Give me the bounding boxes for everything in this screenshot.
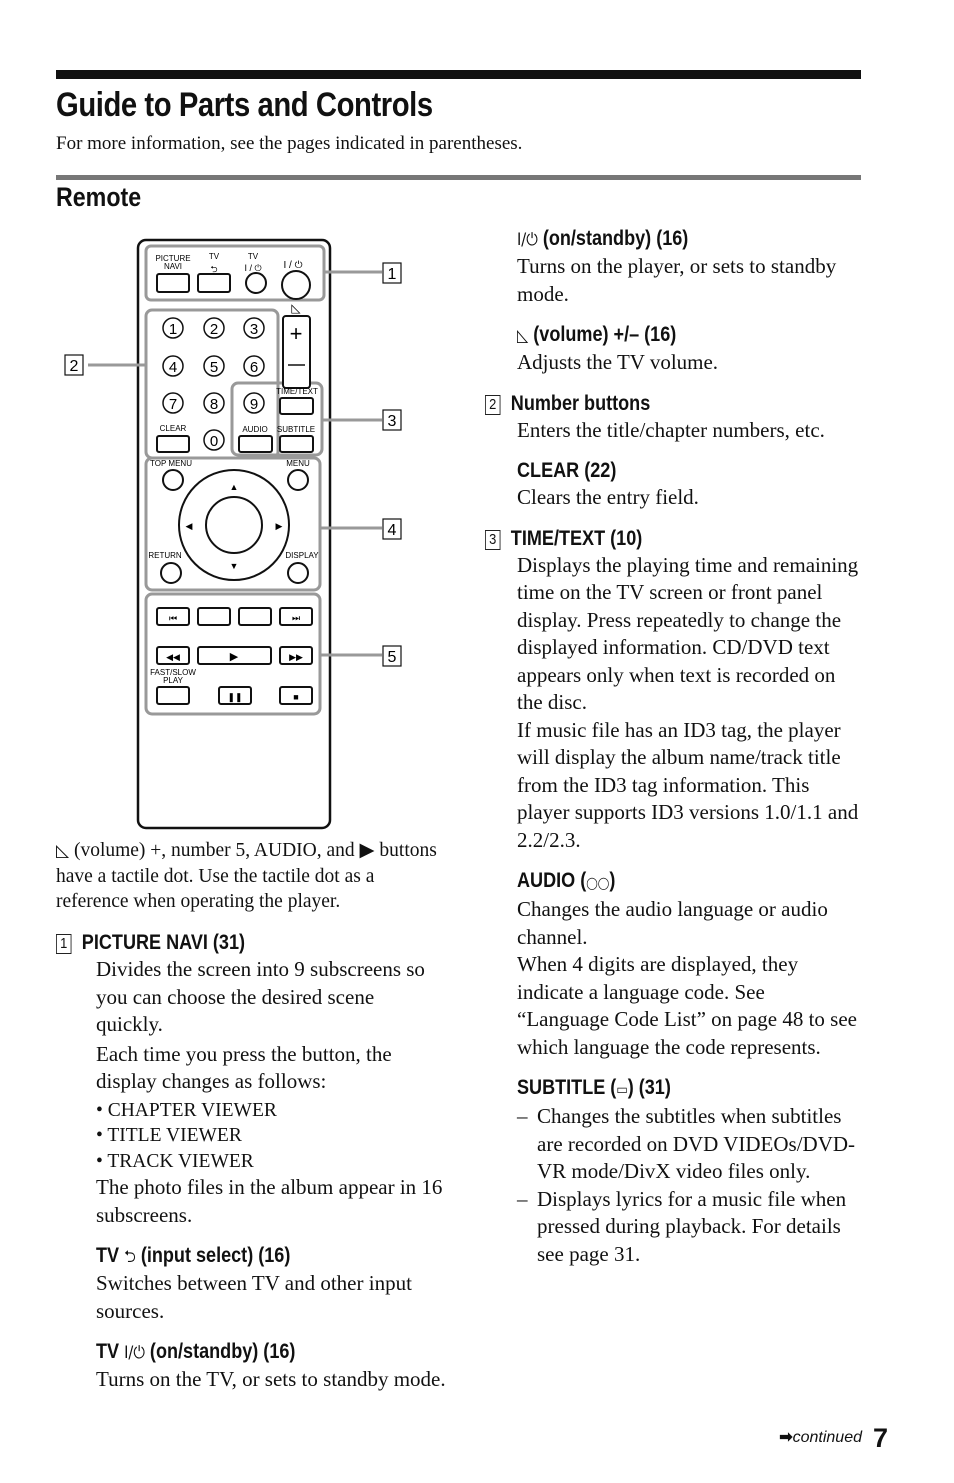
subtitle-heading: SUBTITLE (▭) (31): [517, 1076, 671, 1099]
continued-footer: ➡continued: [779, 1429, 862, 1446]
power-desc: Turns on the player, or sets to standby mode.: [517, 254, 837, 306]
volume-icon: ◺: [517, 326, 529, 346]
section-title: Remote: [56, 182, 142, 212]
label-tv-power-sym: I / ⏻: [244, 263, 262, 273]
callout-number: 3: [485, 530, 500, 550]
top-menu-button: [163, 470, 183, 490]
volume-icon: ◺: [291, 301, 301, 315]
svg-text:8: 8: [209, 396, 219, 413]
tv-power-desc: Turns on the TV, or sets to standby mode.: [96, 1367, 446, 1391]
play-icon: ▶: [229, 651, 239, 663]
time-text-button: [280, 398, 313, 414]
svg-text:5: 5: [209, 359, 219, 376]
arrow-right-icon: ➡: [779, 1429, 793, 1446]
power-icon: I/⏻: [517, 230, 538, 250]
label-display: DISPLAY: [285, 551, 319, 560]
right-column: [485, 226, 860, 1268]
tv-power-button: [246, 273, 266, 293]
clear-desc: Clears the entry field.: [517, 485, 699, 509]
label-menu: MENU: [286, 459, 310, 468]
tv-input-button: [198, 274, 230, 292]
picture-navi-button: [157, 274, 189, 292]
time-text-heading: 3 TIME/TEXT (10): [485, 526, 808, 552]
picture-navi-desc-2: Each time you press the button, the display changes as follows:: [96, 1041, 392, 1093]
label-time-text: TIME/TEXT: [276, 387, 318, 396]
page-number: 7: [873, 1423, 889, 1453]
tv-input-desc: Switches between TV and other input sources.: [96, 1271, 412, 1323]
number-buttons-desc: Enters the title/chapter numbers, etc.: [517, 417, 825, 442]
subtitle-button: [280, 436, 313, 452]
right-arrow-icon: ▶: [275, 521, 283, 531]
subtitle-item: – Displays lyrics for a music file when pressed during playback. For details see page 31.: [517, 1186, 847, 1266]
picture-navi-desc-3: The photo files in the album appear in 16 subscreens.: [96, 1175, 443, 1227]
time-text-desc-2: If music file has an ID3 tag, the player will display the album name/track title from the ID3 tag information. This player supports ID3 versions 1.0/1.1 and 2.2/2.3.: [517, 717, 859, 852]
rewind-icon: ◀◀: [166, 652, 180, 662]
label-tv-power: TV: [247, 252, 259, 261]
volume-desc: Adjusts the TV volume.: [517, 350, 719, 374]
intro-text: For more information, see the pages indicated in parentheses.: [56, 133, 523, 154]
picture-navi-bullet: • TRACK VIEWER: [96, 1150, 254, 1172]
label-audio: AUDIO: [242, 425, 268, 434]
svg-text:1: 1: [387, 266, 397, 283]
audio-desc-2: When 4 digits are displayed, they indicate a language code. See “Language Code List” on page 48 to see which language the code represents.: [517, 952, 857, 1059]
tactile-dot-note: ◺ (volume) +, number 5, AUDIO, and ▶ buttons have a tactile dot. Use the tactile dot as a reference when operating the player.: [56, 840, 437, 912]
picture-navi-bullet: • TITLE VIEWER: [96, 1125, 242, 1146]
audio-icon: ◯◯: [586, 876, 610, 890]
number-buttons-heading: 2 Number buttons: [485, 391, 808, 417]
prev-icon: ⏮: [168, 613, 178, 623]
input-select-icon: ⮌: [210, 264, 218, 274]
power-heading: I/⏻ (on/standby) (16): [517, 227, 689, 250]
label-picture-navi-1: PICTURE: [155, 254, 191, 263]
svg-text:0: 0: [209, 433, 219, 450]
label-top-menu: TOP MENU: [150, 459, 192, 468]
picture-navi-bullet: • CHAPTER VIEWER: [96, 1099, 277, 1121]
svg-text:3: 3: [249, 321, 259, 338]
left-arrow-icon: ◀: [185, 521, 193, 531]
title-rule: [56, 70, 861, 79]
return-button: [161, 563, 181, 583]
display-button: [288, 563, 308, 583]
left-column: [56, 838, 446, 1394]
time-text-desc: Displays the playing time and remaining time on the TV screen or front panel display. Press repeatedly to change the displayed information. CD/DVD text appears only when text is recorded on the disc.: [517, 552, 859, 714]
volume-plus-icon: +: [289, 321, 303, 346]
volume-icon: ◺: [56, 841, 70, 861]
input-select-icon: ⮌: [124, 1247, 136, 1267]
callout-number: 2: [485, 395, 500, 415]
forward-icon: ▶▶: [289, 652, 303, 662]
picture-navi-heading: 1 PICTURE NAVI (31): [56, 930, 391, 956]
audio-heading: AUDIO (◯◯): [517, 869, 616, 892]
tv-power-heading: TV I/⏻ (on/standby) (16): [96, 1340, 296, 1363]
svg-text:2: 2: [209, 321, 219, 338]
tv-input-heading: TV ⮌ (input select) (16): [96, 1244, 291, 1267]
stop-icon: ■: [293, 692, 299, 702]
label-power: I / ⏻: [283, 260, 303, 271]
up-arrow-icon: ▲: [229, 482, 239, 492]
advance-button: [239, 608, 271, 625]
label-subtitle: SUBTITLE: [276, 425, 316, 434]
audio-desc: Changes the audio language or audio channel.: [517, 897, 828, 949]
label-fast-slow-1: FAST/SLOW: [150, 668, 196, 677]
svg-text:3: 3: [387, 413, 397, 430]
play-icon: ▶: [359, 840, 375, 861]
label-return: RETURN: [148, 551, 182, 560]
label-clear: CLEAR: [159, 424, 187, 433]
clear-heading: CLEAR (22): [517, 459, 617, 482]
remote-illustration: [60, 228, 410, 833]
enter-button: [206, 497, 262, 553]
subtitle-icon: ▭: [616, 1082, 628, 1098]
next-icon: ⏭: [291, 613, 301, 623]
callout-number: 1: [56, 934, 71, 954]
subtitle-item: – Changes the subtitles when subtitles are recorded on DVD VIDEOs/DVD-VR mode/DivX video files only.: [517, 1104, 856, 1183]
picture-navi-desc: Divides the screen into 9 subscreens so you can choose the desired scene quickly.: [96, 957, 425, 1036]
label-picture-navi-2: NAVI: [163, 262, 183, 271]
svg-text:9: 9: [249, 396, 259, 413]
section-rule: [56, 175, 861, 180]
svg-text:4: 4: [387, 522, 397, 539]
menu-button: [288, 470, 308, 490]
label-tv-input: TV: [208, 252, 220, 261]
pause-icon: ❚❚: [227, 692, 243, 702]
svg-text:4: 4: [168, 359, 178, 376]
power-icon: I/⏻: [124, 1343, 145, 1363]
svg-text:5: 5: [387, 649, 397, 666]
fast-slow-button: [157, 687, 189, 704]
label-fast-slow-2: PLAY: [163, 676, 183, 685]
page-title: Guide to Parts and Controls: [56, 86, 433, 124]
down-arrow-icon: ▼: [229, 561, 239, 571]
svg-text:2: 2: [69, 358, 79, 375]
svg-text:7: 7: [168, 396, 178, 413]
replay-button: [198, 608, 230, 625]
clear-button: [157, 436, 189, 452]
volume-heading: ◺ (volume) +/– (16): [517, 323, 677, 346]
svg-text:6: 6: [249, 359, 259, 376]
audio-button: [239, 436, 272, 452]
svg-text:1: 1: [168, 321, 178, 338]
power-button: [282, 271, 310, 299]
